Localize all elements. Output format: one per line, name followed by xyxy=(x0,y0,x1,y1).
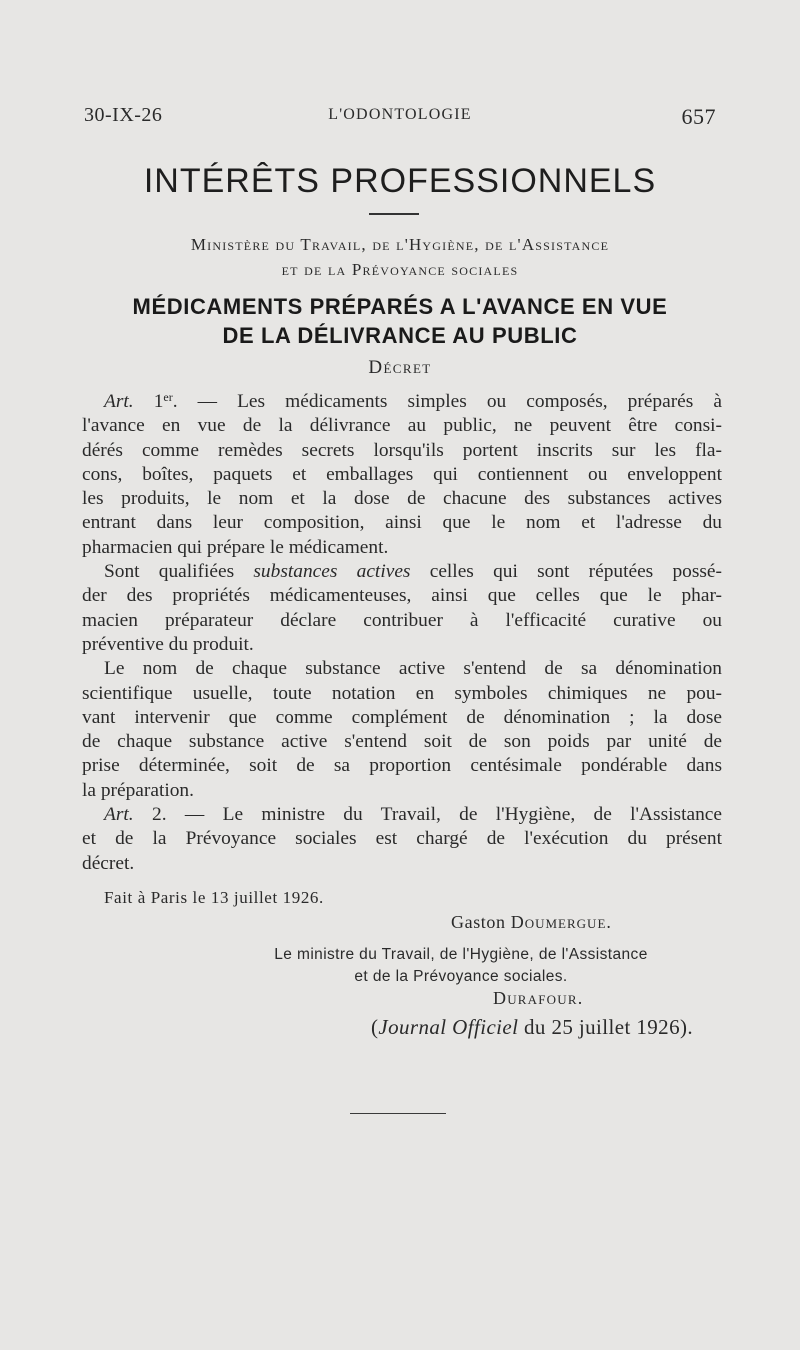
running-header xyxy=(84,104,716,132)
article-1-superscript: er xyxy=(163,390,173,404)
minister-signature: Durafour. xyxy=(493,988,584,1008)
source-citation xyxy=(371,1015,693,1040)
done-at-line: Fait à Paris le 13 juillet 1926. xyxy=(104,888,324,907)
article-2-text: . — Le ministre du Travail, de l'Hygiène, de l'Assistance xyxy=(161,804,722,826)
issue-date: 30-IX-26 xyxy=(84,104,163,126)
text-line: entrant dans leur composition, ainsi que le nom et l'adresse du xyxy=(82,512,722,534)
president-first-name: Gaston xyxy=(451,912,506,932)
president-last-name: Doumergue. xyxy=(510,912,612,932)
decree-body xyxy=(82,390,722,876)
text-line: décret. xyxy=(82,852,135,874)
text-line: et de la Prévoyance sociales est chargé de l'exécution du présent xyxy=(82,828,722,850)
text-line: de chaque substance active s'entend soit de son poids par unité de xyxy=(82,731,722,753)
page-number: 657 xyxy=(681,104,716,129)
article-1-first-line xyxy=(82,390,722,414)
text-line: scientifique usuelle, toute notation en symboles chimiques ne pou- xyxy=(82,682,722,704)
ministry-line-1: Ministère du Travail, de l'Hygiène, de l'Assistance xyxy=(190,235,610,254)
title-divider xyxy=(369,213,419,215)
minister-title-line-1: Le ministre du Travail, de l'Hygiène, de l'Assistance xyxy=(274,946,648,963)
text-line: préventive du produit. xyxy=(82,633,254,655)
headline-line-1: MÉDICAMENTS PRÉPARÉS A L'AVANCE EN VUE xyxy=(132,294,668,319)
text-line: Le nom de chaque substance active s'entend de sa dénomination xyxy=(104,658,722,680)
text-line: les produits, le nom et la dose de chacune des substances actives xyxy=(82,488,722,510)
president-signature xyxy=(451,912,612,933)
decree-label: Décret xyxy=(368,357,432,378)
text-line: cons, boîtes, paquets et emballages qui contiennent ou enveloppent xyxy=(82,463,722,485)
paragraph-2-start: Sont qualifiées xyxy=(104,561,254,583)
section-title: INTÉRÊTS PROFESSIONNELS xyxy=(143,162,657,200)
text-line: vant intervenir que comme complément de dénomination ; la dose xyxy=(82,706,722,728)
source-date: du 25 juillet 1926). xyxy=(518,1015,694,1039)
text-line: macien préparateur déclare contribuer à l'efficacité curative ou xyxy=(82,609,722,631)
minister-title-line-2: et de la Prévoyance sociales. xyxy=(354,968,568,985)
text-line: la préparation. xyxy=(82,779,194,801)
journal-name: L'ODONTOLOGIE xyxy=(328,106,472,123)
ministry-heading xyxy=(0,232,800,282)
source-journal: Journal Officiel xyxy=(378,1015,519,1039)
article-2-first-line xyxy=(82,803,722,827)
text-line: dérés comme remèdes secrets lorsqu'ils portent inscrits sur les fla- xyxy=(82,439,722,461)
minister-title xyxy=(200,944,722,988)
text-line: prise déterminée, soit de sa proportion centésimale pondérable dans xyxy=(82,755,722,777)
ministry-line-2: et de la Prévoyance sociales xyxy=(281,260,519,279)
text-line: der des propriétés médicamenteuses, ainsi que celles que le phar- xyxy=(82,585,722,607)
text-line: l'avance en vue de la délivrance au public, ne peuvent être consi- xyxy=(82,415,722,437)
text-line: pharmacien qui prépare le médicament. xyxy=(82,536,389,558)
headline-line-2: DE LA DÉLIVRANCE AU PUBLIC xyxy=(222,323,578,348)
end-divider xyxy=(350,1113,446,1114)
article-2-number: 2 xyxy=(151,804,162,826)
article-headline xyxy=(0,292,800,350)
source-open-paren: ( xyxy=(371,1015,379,1039)
article-2-label: Art. xyxy=(104,804,134,826)
paragraph-2-first-line xyxy=(82,560,722,584)
paragraph-2-italic-term: substances actives xyxy=(253,561,411,583)
paragraph-2-end: celles qui sont réputées possé- xyxy=(410,561,722,583)
article-1-label: Art. xyxy=(104,391,134,412)
article-1-text: . — Les médicaments simples ou composés, préparés à xyxy=(172,391,722,412)
article-1-number: 1 xyxy=(153,391,164,412)
